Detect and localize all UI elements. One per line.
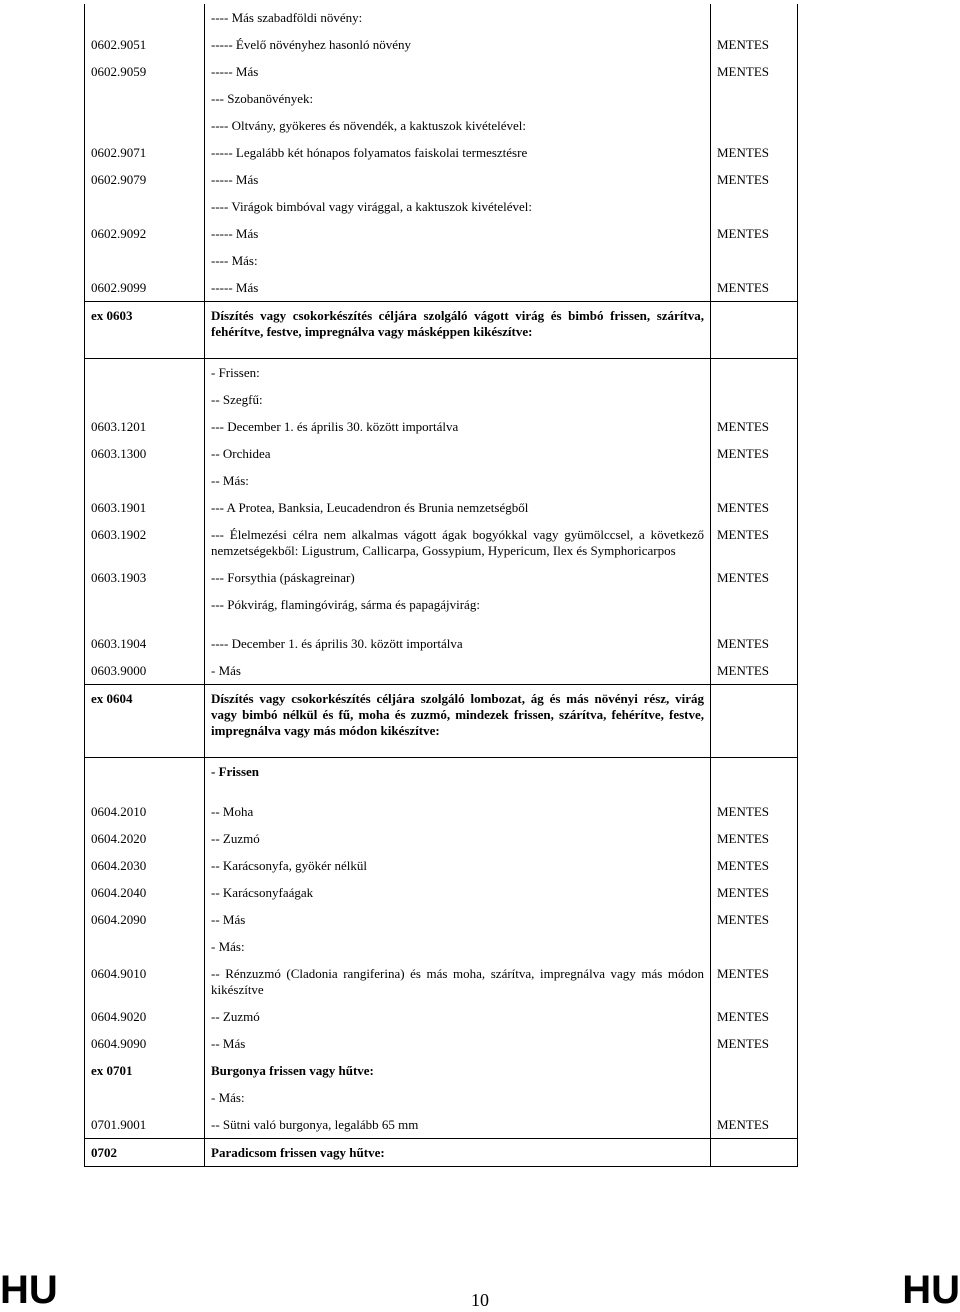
table-row xyxy=(85,274,798,302)
description-cell: - Más: xyxy=(205,1084,711,1111)
description-cell: - Frissen xyxy=(205,758,711,799)
table-row xyxy=(85,1057,798,1084)
tariff-code-cell: 0602.9051 xyxy=(85,31,205,58)
tariff-code-cell xyxy=(85,933,205,960)
duty-rate-cell: MENTES xyxy=(711,960,798,1003)
tariff-code-cell xyxy=(85,85,205,112)
description-cell: -- Más: xyxy=(205,467,711,494)
tariff-code-cell: 0604.2020 xyxy=(85,825,205,852)
tariff-code-cell xyxy=(85,247,205,274)
duty-rate-cell: MENTES xyxy=(711,657,798,685)
duty-rate-cell: MENTES xyxy=(711,564,798,591)
tariff-code-cell xyxy=(85,112,205,139)
table-row xyxy=(85,139,798,166)
description-cell: ---- Más: xyxy=(205,247,711,274)
table-row xyxy=(85,1003,798,1030)
duty-rate-cell xyxy=(711,386,798,413)
description-cell: Díszítés vagy csokorkészítés céljára szolgáló vágott virág és bimbó frissen, szárítva, fehérítve, festve, impregnálva vagy másképpen kikészítve: xyxy=(205,302,711,359)
duty-rate-cell xyxy=(711,591,798,618)
tariff-code-cell: 0604.9020 xyxy=(85,1003,205,1030)
description-cell: --- Pókvirág, flamingóvirág, sárma és papagájvirág: xyxy=(205,591,711,618)
description-cell: Díszítés vagy csokorkészítés céljára szolgáló lombozat, ág és más növényi rész, virág vagy bimbó nélkül és fű, moha és zuzmó, mindezek frissen, szárítva, fehérítve, festve, impregnálva vagy más módon kikészítve: xyxy=(205,685,711,758)
tariff-code-cell xyxy=(85,467,205,494)
tariff-code-cell: 0603.1903 xyxy=(85,564,205,591)
description-cell: - Más xyxy=(205,657,711,685)
tariff-code-cell: 0603.1902 xyxy=(85,521,205,564)
duty-rate-cell xyxy=(711,1057,798,1084)
table-row xyxy=(85,4,798,31)
description-cell: ---- Oltvány, gyökeres és növendék, a kaktuszok kivételével: xyxy=(205,112,711,139)
tariff-code-cell xyxy=(85,591,205,618)
table-row xyxy=(85,825,798,852)
description-cell: ----- Más xyxy=(205,220,711,247)
tariff-code-cell: 0602.9079 xyxy=(85,166,205,193)
tariff-code-cell: 0604.2090 xyxy=(85,906,205,933)
description-cell: -- Más xyxy=(205,906,711,933)
tariff-code-cell: 0602.9099 xyxy=(85,274,205,302)
table-row xyxy=(85,31,798,58)
table-row xyxy=(85,933,798,960)
description-cell: -- Más xyxy=(205,1030,711,1057)
duty-rate-cell: MENTES xyxy=(711,220,798,247)
duty-rate-cell xyxy=(711,112,798,139)
table-row xyxy=(85,521,798,564)
description-cell: -- Karácsonyfa, gyökér nélkül xyxy=(205,852,711,879)
tariff-code-cell: 0604.2010 xyxy=(85,798,205,825)
tariff-code-cell xyxy=(85,758,205,799)
description-cell: --- A Protea, Banksia, Leucadendron és Brunia nemzetségből xyxy=(205,494,711,521)
duty-rate-cell xyxy=(711,193,798,220)
table-row xyxy=(85,591,798,618)
duty-rate-cell: MENTES xyxy=(711,879,798,906)
duty-rate-cell: MENTES xyxy=(711,906,798,933)
description-cell: -- Rénzuzmó (Cladonia rangiferina) és más moha, szárítva, impregnálva vagy más módon kikészítve xyxy=(205,960,711,1003)
table-row xyxy=(85,85,798,112)
description-cell: --- December 1. és április 30. között importálva xyxy=(205,413,711,440)
country-mark-right: HU xyxy=(902,1268,960,1312)
description-cell: -- Szegfű: xyxy=(205,386,711,413)
table-row xyxy=(85,359,798,387)
tariff-code-cell: 0603.1901 xyxy=(85,494,205,521)
description-cell: --- Élelmezési célra nem alkalmas vágott ágak bogyókkal vagy gyümölccsel, a következő nemzetségekből: Ligustrum, Callicarpa, Gossypium, Hypericum, Ilex és Symphoricarpos xyxy=(205,521,711,564)
table-row xyxy=(85,657,798,685)
duty-rate-cell: MENTES xyxy=(711,31,798,58)
duty-rate-cell: MENTES xyxy=(711,852,798,879)
tariff-code-cell: 0603.1904 xyxy=(85,618,205,657)
duty-rate-cell: MENTES xyxy=(711,440,798,467)
table-row xyxy=(85,302,798,359)
table-row xyxy=(85,758,798,799)
tariff-table-body xyxy=(85,4,798,1167)
tariff-code-cell xyxy=(85,4,205,31)
duty-rate-cell: MENTES xyxy=(711,1111,798,1139)
table-row xyxy=(85,852,798,879)
table-row xyxy=(85,494,798,521)
table-row xyxy=(85,1084,798,1111)
duty-rate-cell: MENTES xyxy=(711,413,798,440)
table-row xyxy=(85,685,798,758)
duty-rate-cell: MENTES xyxy=(711,274,798,302)
tariff-code-cell: 0702 xyxy=(85,1139,205,1167)
duty-rate-cell xyxy=(711,302,798,359)
tariff-code-cell xyxy=(85,359,205,387)
description-cell: -- Moha xyxy=(205,798,711,825)
description-cell: ---- Virágok bimbóval vagy virággal, a kaktuszok kivételével: xyxy=(205,193,711,220)
description-cell: Paradicsom frissen vagy hűtve: xyxy=(205,1139,711,1167)
table-row xyxy=(85,166,798,193)
table-row xyxy=(85,467,798,494)
duty-rate-cell xyxy=(711,1139,798,1167)
description-cell: ----- Legalább két hónapos folyamatos faiskolai termesztésre xyxy=(205,139,711,166)
table-row xyxy=(85,564,798,591)
tariff-code-cell: 0604.9010 xyxy=(85,960,205,1003)
duty-rate-cell xyxy=(711,359,798,387)
duty-rate-cell xyxy=(711,685,798,758)
description-cell: ---- Más szabadföldi növény: xyxy=(205,4,711,31)
duty-rate-cell: MENTES xyxy=(711,58,798,85)
duty-rate-cell: MENTES xyxy=(711,494,798,521)
duty-rate-cell xyxy=(711,1084,798,1111)
description-cell: --- Szobanövények: xyxy=(205,85,711,112)
duty-rate-cell xyxy=(711,467,798,494)
duty-rate-cell: MENTES xyxy=(711,139,798,166)
tariff-code-cell: ex 0604 xyxy=(85,685,205,758)
description-cell: ----- Más xyxy=(205,166,711,193)
table-row xyxy=(85,1139,798,1167)
duty-rate-cell: MENTES xyxy=(711,618,798,657)
table-row xyxy=(85,798,798,825)
duty-rate-cell: MENTES xyxy=(711,798,798,825)
table-row xyxy=(85,58,798,85)
duty-rate-cell: MENTES xyxy=(711,1030,798,1057)
tariff-code-cell: 0602.9059 xyxy=(85,58,205,85)
description-cell: ---- December 1. és április 30. között importálva xyxy=(205,618,711,657)
table-row xyxy=(85,906,798,933)
table-row xyxy=(85,413,798,440)
table-row xyxy=(85,1030,798,1057)
table-row xyxy=(85,220,798,247)
description-cell: -- Zuzmó xyxy=(205,1003,711,1030)
duty-rate-cell: MENTES xyxy=(711,521,798,564)
description-cell: ----- Más xyxy=(205,58,711,85)
tariff-table xyxy=(84,4,798,1167)
duty-rate-cell: MENTES xyxy=(711,166,798,193)
tariff-code-cell: ex 0603 xyxy=(85,302,205,359)
tariff-code-cell: 0602.9092 xyxy=(85,220,205,247)
description-cell: ----- Más xyxy=(205,274,711,302)
description-cell: --- Forsythia (páskagreinar) xyxy=(205,564,711,591)
tariff-code-cell: 0603.1201 xyxy=(85,413,205,440)
tariff-code-cell xyxy=(85,386,205,413)
duty-rate-cell xyxy=(711,4,798,31)
country-mark-left: HU xyxy=(0,1268,58,1312)
description-cell: - Frissen: xyxy=(205,359,711,387)
duty-rate-cell: MENTES xyxy=(711,1003,798,1030)
duty-rate-cell xyxy=(711,247,798,274)
duty-rate-cell xyxy=(711,933,798,960)
duty-rate-cell xyxy=(711,85,798,112)
table-row xyxy=(85,440,798,467)
table-row xyxy=(85,1111,798,1139)
tariff-code-cell: 0604.9090 xyxy=(85,1030,205,1057)
table-row xyxy=(85,112,798,139)
description-cell: - Más: xyxy=(205,933,711,960)
description-cell: -- Karácsonyfaágak xyxy=(205,879,711,906)
tariff-code-cell: 0701.9001 xyxy=(85,1111,205,1139)
description-cell: ----- Évelő növényhez hasonló növény xyxy=(205,31,711,58)
description-cell: Burgonya frissen vagy hűtve: xyxy=(205,1057,711,1084)
tariff-code-cell xyxy=(85,1084,205,1111)
duty-rate-cell: MENTES xyxy=(711,825,798,852)
tariff-code-cell: 0603.9000 xyxy=(85,657,205,685)
duty-rate-cell xyxy=(711,758,798,799)
tariff-code-cell: 0603.1300 xyxy=(85,440,205,467)
table-row xyxy=(85,386,798,413)
table-row xyxy=(85,618,798,657)
page-number: 10 xyxy=(471,1290,489,1310)
tariff-code-cell: 0602.9071 xyxy=(85,139,205,166)
tariff-code-cell: 0604.2030 xyxy=(85,852,205,879)
tariff-code-cell: ex 0701 xyxy=(85,1057,205,1084)
table-row xyxy=(85,879,798,906)
table-row xyxy=(85,247,798,274)
description-cell: -- Zuzmó xyxy=(205,825,711,852)
tariff-code-cell xyxy=(85,193,205,220)
description-cell: -- Sütni való burgonya, legalább 65 mm xyxy=(205,1111,711,1139)
tariff-code-cell: 0604.2040 xyxy=(85,879,205,906)
table-row xyxy=(85,193,798,220)
description-cell: -- Orchidea xyxy=(205,440,711,467)
table-row xyxy=(85,960,798,1003)
